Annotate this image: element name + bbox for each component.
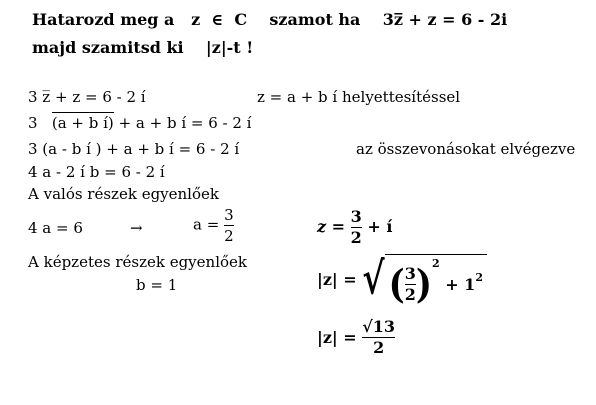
- abs2-numerator: √13: [362, 317, 396, 336]
- a-denominator: 2: [224, 227, 234, 245]
- abs1-exponent-2: 2: [475, 271, 483, 284]
- a-numerator: 3: [224, 206, 234, 224]
- title-z: z: [191, 10, 201, 29]
- arrow: →: [130, 219, 143, 237]
- abs2-denominator: 2: [373, 338, 385, 357]
- title-in: ∈: [211, 10, 224, 29]
- z-tail: + í: [367, 217, 393, 236]
- b-equation: b = 1: [136, 276, 178, 294]
- left-paren: (: [388, 261, 405, 308]
- abs1-denominator: 2: [404, 285, 416, 304]
- z-fraction: [351, 208, 362, 247]
- step-1-right: z = a + b í helyettesítéssel: [257, 88, 461, 106]
- z-lhs: z =: [317, 217, 346, 236]
- step-4-left: 4 a - 2 í b = 6 - 2 í: [28, 163, 165, 181]
- step-3-right: az összevonásokat elvégezve: [356, 140, 576, 158]
- title-szamot: szamot ha: [269, 10, 361, 29]
- step-3-left: 3 (a - b í ) + a + b í = 6 - 2 í: [28, 140, 240, 158]
- abs1-sqrt: [362, 253, 487, 308]
- abs1-radicand: [385, 254, 487, 308]
- problem-title-line-2: [32, 38, 253, 57]
- radical-icon: √: [362, 253, 385, 306]
- right-paren: ): [415, 261, 432, 308]
- title-abs: |z|-t !: [205, 38, 254, 57]
- a-fraction: [224, 206, 234, 245]
- title-line2: majd szamitsd ki: [32, 38, 184, 57]
- step-2-coef: 3: [28, 114, 38, 132]
- a-fraction-bar: [224, 225, 234, 226]
- abs1-lhs: |z| =: [317, 269, 357, 289]
- abs1-plus-one: + 1: [445, 275, 476, 294]
- abs1-fraction: [405, 265, 416, 304]
- title-equation: 3z̅ + z = 6 - 2i: [382, 10, 508, 29]
- z-numerator: 3: [350, 207, 362, 226]
- real-equation: 4 a = 6: [28, 219, 83, 237]
- abs-equation-1: [317, 253, 487, 308]
- step-2-conjugate: (a + b í): [51, 114, 114, 132]
- z-denominator: 2: [350, 228, 362, 247]
- abs2-lhs: |z| =: [317, 328, 357, 347]
- abs1-exponent: 2: [431, 257, 440, 270]
- imag-parts-label: A képzetes részek egyenlőek: [28, 253, 247, 271]
- a-lhs: a =: [193, 215, 220, 234]
- step-2: [28, 114, 251, 132]
- abs1-numerator: 3: [404, 264, 416, 283]
- real-parts-label: A valós részek egyenlőek: [28, 185, 219, 203]
- step-2-rest: + a + b í = 6 - 2 í: [118, 114, 252, 132]
- a-equation: [193, 206, 234, 245]
- title-text: Hatarozd meg a: [32, 10, 175, 29]
- abs-equation-2: [317, 318, 395, 357]
- abs2-fraction: [362, 318, 395, 357]
- title-C: C: [234, 10, 248, 29]
- problem-title-line-1: [32, 10, 507, 29]
- step-1-left: 3 z̅ + z = 6 - 2 í: [28, 88, 146, 106]
- z-equation: [317, 208, 392, 247]
